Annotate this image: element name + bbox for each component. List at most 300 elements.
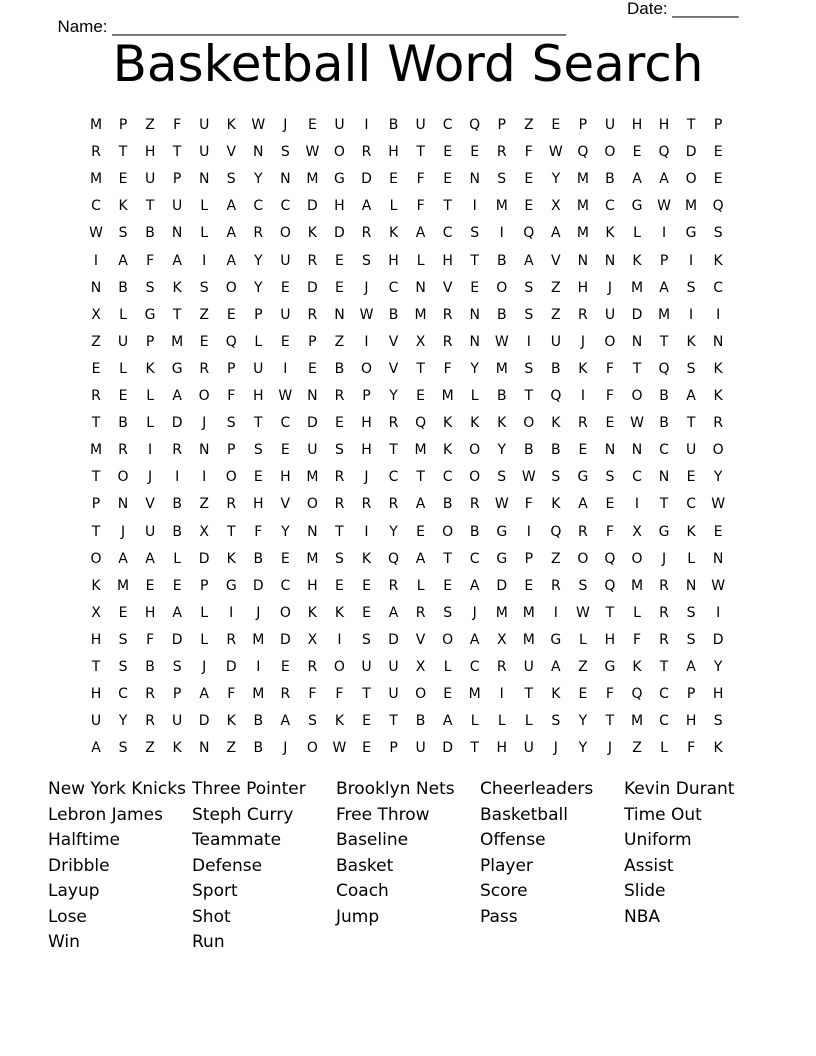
grid-letter: O	[279, 225, 291, 242]
word-list-item: Run	[192, 932, 225, 952]
grid-letter: K	[388, 225, 399, 242]
grid-letter: H	[307, 577, 318, 594]
grid-letter: E	[416, 523, 426, 540]
grid-letter: D	[712, 631, 724, 648]
grid-letter: Y	[389, 388, 398, 404]
grid-letter: O	[469, 442, 481, 459]
grid-letter: A	[280, 713, 291, 730]
grid-letter: S	[118, 659, 128, 675]
word-list-item: Free Throw	[336, 804, 430, 825]
grid-letter: A	[469, 577, 480, 594]
grid-letter: A	[91, 740, 101, 757]
grid-letter: O	[604, 333, 616, 350]
grid-letter: Q	[631, 686, 643, 703]
grid-letter: R	[334, 469, 345, 486]
grid-letter: G	[577, 469, 589, 486]
grid-letter: C	[469, 550, 480, 567]
grid-letter: T	[172, 306, 182, 323]
grid-letter: R	[118, 442, 128, 459]
grid-letter: K	[118, 198, 128, 215]
grid-letter: C	[280, 577, 291, 594]
grid-letter: C	[442, 469, 453, 486]
grid-letter: J	[283, 740, 288, 757]
grid-letter: S	[199, 279, 209, 296]
grid-letter: V	[226, 144, 237, 161]
grid-letter: T	[659, 496, 669, 513]
grid-letter: D	[252, 577, 264, 594]
grid-letter: O	[279, 604, 291, 621]
grid-letter: R	[550, 577, 561, 594]
grid-letter: S	[605, 469, 615, 486]
grid-letter: P	[199, 577, 209, 594]
word-list-item: Three Pointer	[192, 779, 306, 799]
grid-letter: E	[524, 171, 534, 188]
grid-letter: B	[442, 496, 453, 513]
grid-letter: I	[364, 523, 369, 540]
grid-letter: X	[91, 604, 101, 621]
grid-letter: N	[685, 577, 697, 594]
grid-letter: B	[334, 360, 345, 377]
grid-letter: N	[469, 333, 480, 350]
grid-letter: N	[469, 306, 480, 323]
grid-letter: F	[605, 388, 614, 404]
grid-letter: E	[118, 604, 128, 621]
grid-letter: F	[687, 740, 696, 757]
grid-letter: V	[280, 496, 291, 513]
grid-letter: J	[120, 523, 126, 540]
grid-letter: R	[253, 225, 264, 242]
grid-letter: O	[90, 550, 102, 567]
grid-letter: U	[199, 117, 210, 133]
grid-letter: W	[630, 415, 644, 432]
grid-letter: B	[523, 442, 534, 459]
word-list-item: Sport	[192, 881, 238, 901]
grid-letter: B	[388, 117, 399, 133]
grid-letter: A	[632, 171, 642, 188]
grid-letter: W	[251, 117, 266, 133]
grid-letter: G	[496, 523, 508, 540]
grid-letter: L	[200, 604, 209, 621]
grid-letter: U	[550, 333, 561, 350]
grid-letter: U	[172, 198, 183, 215]
grid-letter: N	[253, 144, 264, 161]
grid-letter: G	[550, 631, 562, 648]
grid-letter: E	[524, 198, 534, 215]
grid-letter: S	[362, 252, 371, 269]
grid-letter: J	[661, 550, 667, 567]
grid-letter: O	[469, 469, 481, 486]
grid-letter: M	[89, 117, 103, 133]
grid-letter: S	[253, 442, 263, 459]
grid-letter: E	[443, 144, 453, 161]
grid-letter: J	[553, 740, 558, 757]
grid-letter: W	[711, 577, 726, 594]
grid-letter: N	[90, 279, 102, 296]
grid-letter: P	[362, 388, 371, 404]
grid-letter: D	[631, 306, 643, 323]
grid-letter: L	[389, 198, 398, 215]
word-list-item: Win	[48, 932, 80, 952]
word-list-item: Uniform	[624, 830, 692, 850]
grid-letter: F	[524, 496, 533, 513]
grid-letter: U	[199, 144, 210, 161]
grid-letter: I	[499, 686, 504, 703]
grid-letter: Q	[550, 388, 562, 404]
grid-letter: A	[524, 252, 534, 269]
grid-letter: Z	[145, 740, 155, 757]
grid-letter: G	[225, 577, 237, 594]
grid-letter: B	[118, 415, 128, 432]
grid-letter: N	[171, 225, 183, 242]
grid-letter: J	[148, 469, 153, 486]
grid-letter: B	[469, 523, 480, 540]
grid-letter: M	[522, 604, 535, 621]
grid-letter: T	[91, 415, 101, 432]
grid-letter: N	[334, 306, 345, 323]
grid-letter: C	[442, 225, 453, 242]
grid-letter: W	[305, 144, 320, 161]
grid-letter: T	[443, 550, 452, 567]
grid-letter: L	[200, 631, 209, 648]
grid-letter: R	[91, 144, 101, 161]
grid-letter: M	[685, 198, 698, 215]
grid-letter: E	[199, 333, 209, 350]
grid-letter: E	[443, 171, 453, 188]
grid-letter: F	[254, 523, 263, 540]
grid-letter: L	[416, 577, 425, 594]
grid-letter: Q	[388, 550, 400, 567]
grid-letter: R	[145, 713, 155, 730]
grid-letter: A	[415, 550, 426, 567]
grid-letter: Y	[497, 442, 507, 459]
grid-letter: I	[716, 306, 721, 323]
grid-letter: X	[415, 659, 426, 675]
grid-letter: S	[497, 469, 507, 486]
grid-letter: R	[659, 631, 669, 648]
grid-letter: H	[577, 279, 589, 296]
grid-letter: T	[416, 360, 425, 377]
grid-letter: S	[551, 713, 561, 730]
grid-letter: M	[630, 713, 644, 730]
word-list-item: Teammate	[192, 830, 282, 850]
grid-letter: E	[362, 604, 371, 621]
grid-letter: N	[604, 442, 616, 459]
grid-letter: M	[576, 225, 589, 242]
grid-letter: D	[496, 577, 508, 594]
grid-letter: Z	[578, 659, 588, 675]
grid-letter: A	[199, 686, 209, 703]
grid-letter: E	[632, 144, 642, 161]
grid-letter: G	[171, 360, 183, 377]
page-title: Basketball Word Search	[112, 35, 704, 93]
grid-letter: A	[578, 496, 588, 513]
grid-letter: X	[415, 333, 426, 350]
word-list-item: Score	[480, 881, 528, 901]
grid-letter: S	[497, 171, 507, 188]
grid-letter: R	[578, 415, 588, 432]
grid-letter: L	[443, 659, 452, 675]
grid-letter: E	[578, 442, 588, 459]
grid-letter: M	[89, 442, 103, 459]
grid-letter: D	[307, 279, 318, 296]
grid-letter: E	[713, 523, 723, 540]
grid-letter: V	[388, 360, 399, 377]
grid-letter: M	[117, 577, 130, 594]
grid-letter: F	[416, 198, 425, 215]
grid-letter: Y	[281, 523, 290, 540]
grid-letter: A	[388, 604, 399, 621]
grid-letter: K	[91, 577, 101, 594]
grid-letter: R	[388, 577, 399, 594]
grid-letter: E	[335, 577, 344, 594]
grid-letter: S	[226, 415, 236, 432]
grid-letter: K	[686, 523, 696, 540]
grid-letter: O	[225, 469, 237, 486]
grid-letter: O	[117, 469, 129, 486]
grid-letter: C	[659, 686, 669, 703]
grid-letter: U	[253, 360, 264, 377]
grid-letter: L	[524, 713, 533, 730]
grid-letter: C	[280, 415, 291, 432]
grid-letter: H	[144, 604, 156, 621]
grid-letter: D	[225, 659, 237, 675]
grid-letter: L	[173, 550, 182, 567]
grid-letter: B	[118, 279, 128, 296]
grid-letter: S	[578, 577, 588, 594]
grid-letter: X	[551, 198, 561, 215]
grid-letter: T	[226, 523, 236, 540]
grid-letter: E	[551, 117, 561, 133]
grid-letter: N	[198, 171, 210, 188]
grid-letter: N	[658, 469, 670, 486]
grid-letter: O	[415, 686, 427, 703]
grid-letter: T	[524, 686, 534, 703]
grid-letter: V	[145, 496, 155, 513]
word-list-item: Offense	[480, 830, 546, 850]
grid-letter: S	[524, 360, 534, 377]
grid-letter: S	[713, 225, 723, 242]
grid-letter: E	[307, 117, 317, 133]
grid-letter: B	[253, 550, 264, 567]
grid-letter: G	[604, 659, 616, 675]
grid-letter: H	[685, 713, 697, 730]
grid-letter: M	[306, 550, 319, 567]
grid-letter: U	[280, 306, 291, 323]
grid-letter: R	[496, 659, 507, 675]
grid-letter: R	[172, 442, 182, 459]
grid-letter: E	[605, 415, 615, 432]
grid-letter: M	[252, 631, 265, 648]
grid-letter: C	[253, 198, 264, 215]
grid-letter: J	[364, 279, 369, 296]
grid-letter: N	[577, 252, 589, 269]
grid-letter: T	[659, 333, 669, 350]
grid-letter: F	[146, 631, 155, 648]
grid-letter: F	[443, 360, 452, 377]
grid-letter: A	[226, 198, 237, 215]
grid-letter: O	[442, 523, 454, 540]
name-field-label[interactable]: Name: ________________________________________________	[57, 17, 567, 36]
grid-letter: U	[523, 659, 534, 675]
grid-letter: B	[496, 388, 507, 404]
grid-letter: H	[253, 388, 264, 404]
grid-letter: P	[118, 117, 128, 133]
grid-letter: R	[361, 225, 372, 242]
grid-letter: U	[144, 171, 156, 188]
grid-letter: O	[604, 144, 616, 161]
grid-letter: B	[605, 171, 615, 188]
word-list-item: Pass	[480, 906, 518, 927]
grid-letter: G	[334, 171, 345, 188]
grid-letter: S	[551, 469, 561, 486]
grid-letter: S	[686, 631, 696, 648]
grid-letter: U	[415, 740, 426, 757]
word-list-item: Steph Curry	[192, 804, 294, 825]
grid-letter: D	[171, 631, 183, 648]
word-list-item: Brooklyn Nets	[336, 779, 455, 799]
grid-letter: R	[496, 144, 507, 161]
grid-letter: F	[605, 686, 614, 703]
grid-letter: N	[712, 550, 724, 567]
grid-letter: L	[633, 225, 641, 242]
grid-letter: W	[494, 496, 509, 513]
grid-letter: C	[118, 686, 128, 703]
grid-letter: L	[497, 713, 506, 730]
grid-letter: F	[173, 117, 182, 133]
grid-letter: H	[280, 469, 291, 486]
grid-letter: K	[713, 388, 723, 404]
grid-letter: H	[388, 252, 399, 269]
word-list-item: Lose	[48, 906, 87, 927]
grid-letter: A	[118, 252, 128, 269]
word-list-item: Basketball	[480, 804, 568, 825]
grid-letter: S	[118, 740, 128, 757]
grid-letter: Z	[524, 117, 534, 133]
grid-letter: A	[415, 225, 426, 242]
grid-letter: K	[307, 225, 317, 242]
grid-letter: A	[172, 252, 182, 269]
grid-letter: V	[388, 333, 399, 350]
grid-letter: F	[146, 252, 155, 269]
grid-letter: S	[362, 631, 371, 648]
grid-letter: V	[551, 252, 561, 269]
grid-letter: W	[548, 144, 563, 161]
grid-letter: S	[686, 279, 696, 296]
grid-letter: M	[306, 171, 319, 188]
grid-letter: L	[470, 388, 479, 404]
grid-letter: P	[172, 171, 182, 188]
grid-letter: D	[171, 415, 183, 432]
grid-letter: D	[307, 415, 318, 432]
date-field-label[interactable]: Date: _______	[627, 0, 739, 18]
grid-letter: M	[630, 279, 644, 296]
grid-letter: U	[415, 117, 426, 133]
word-list-item: Slide	[624, 881, 666, 901]
grid-letter: Z	[91, 333, 101, 350]
grid-letter: U	[604, 117, 616, 133]
grid-letter: M	[414, 306, 427, 323]
grid-letter: R	[415, 604, 426, 621]
grid-letter: O	[333, 144, 345, 161]
grid-letter: R	[361, 144, 372, 161]
grid-letter: K	[470, 415, 480, 432]
grid-letter: G	[658, 523, 670, 540]
grid-letter: U	[144, 523, 156, 540]
grid-letter: R	[361, 496, 372, 513]
grid-letter: E	[280, 659, 290, 675]
grid-letter: N	[280, 171, 291, 188]
grid-letter: K	[713, 360, 723, 377]
grid-letter: P	[578, 117, 588, 133]
grid-letter: C	[605, 198, 615, 215]
grid-letter: J	[364, 469, 369, 486]
grid-letter: E	[280, 279, 290, 296]
grid-letter: H	[334, 198, 345, 215]
grid-letter: K	[578, 360, 588, 377]
grid-letter: K	[172, 740, 182, 757]
grid-letter: Z	[334, 333, 345, 350]
grid-letter: G	[496, 550, 508, 567]
grid-letter: N	[198, 740, 210, 757]
grid-letter: X	[307, 631, 318, 648]
grid-letter: E	[253, 469, 263, 486]
grid-letter: A	[551, 659, 561, 675]
grid-letter: A	[226, 252, 237, 269]
grid-letter: I	[689, 306, 694, 323]
grid-letter: B	[388, 306, 399, 323]
word-list-item: Layup	[48, 881, 100, 901]
grid-letter: C	[686, 496, 696, 513]
grid-letter: W	[711, 496, 726, 513]
grid-letter: W	[359, 306, 374, 323]
grid-letter: P	[227, 442, 236, 459]
grid-letter: O	[577, 550, 589, 567]
grid-letter: K	[551, 415, 561, 432]
grid-letter: U	[361, 659, 372, 675]
grid-letter: N	[469, 171, 480, 188]
grid-letter: G	[685, 225, 697, 242]
grid-letter: E	[335, 415, 344, 432]
grid-letter: D	[307, 198, 318, 215]
grid-letter: K	[226, 550, 236, 567]
grid-letter: E	[389, 171, 398, 188]
grid-letter: Q	[604, 577, 616, 594]
grid-letter: Q	[658, 144, 670, 161]
grid-letter: B	[659, 415, 669, 432]
grid-letter: R	[442, 333, 453, 350]
grid-letter: P	[227, 360, 236, 377]
grid-letter: O	[306, 496, 318, 513]
grid-letter: P	[659, 252, 669, 269]
grid-letter: M	[495, 604, 508, 621]
grid-letter: S	[443, 604, 453, 621]
grid-letter: I	[526, 333, 531, 350]
grid-letter: R	[469, 496, 480, 513]
grid-letter: W	[521, 469, 536, 486]
grid-letter: Q	[225, 333, 237, 350]
grid-letter: W	[657, 198, 671, 215]
grid-letter: I	[256, 659, 261, 675]
grid-letter: D	[685, 144, 697, 161]
grid-letter: K	[713, 740, 723, 757]
grid-letter: P	[713, 117, 723, 133]
grid-letter: B	[415, 713, 426, 730]
grid-letter: I	[472, 198, 477, 215]
grid-letter: Y	[470, 360, 479, 377]
grid-letter: M	[441, 388, 454, 404]
grid-letter: H	[90, 631, 102, 648]
grid-letter: R	[91, 388, 101, 404]
